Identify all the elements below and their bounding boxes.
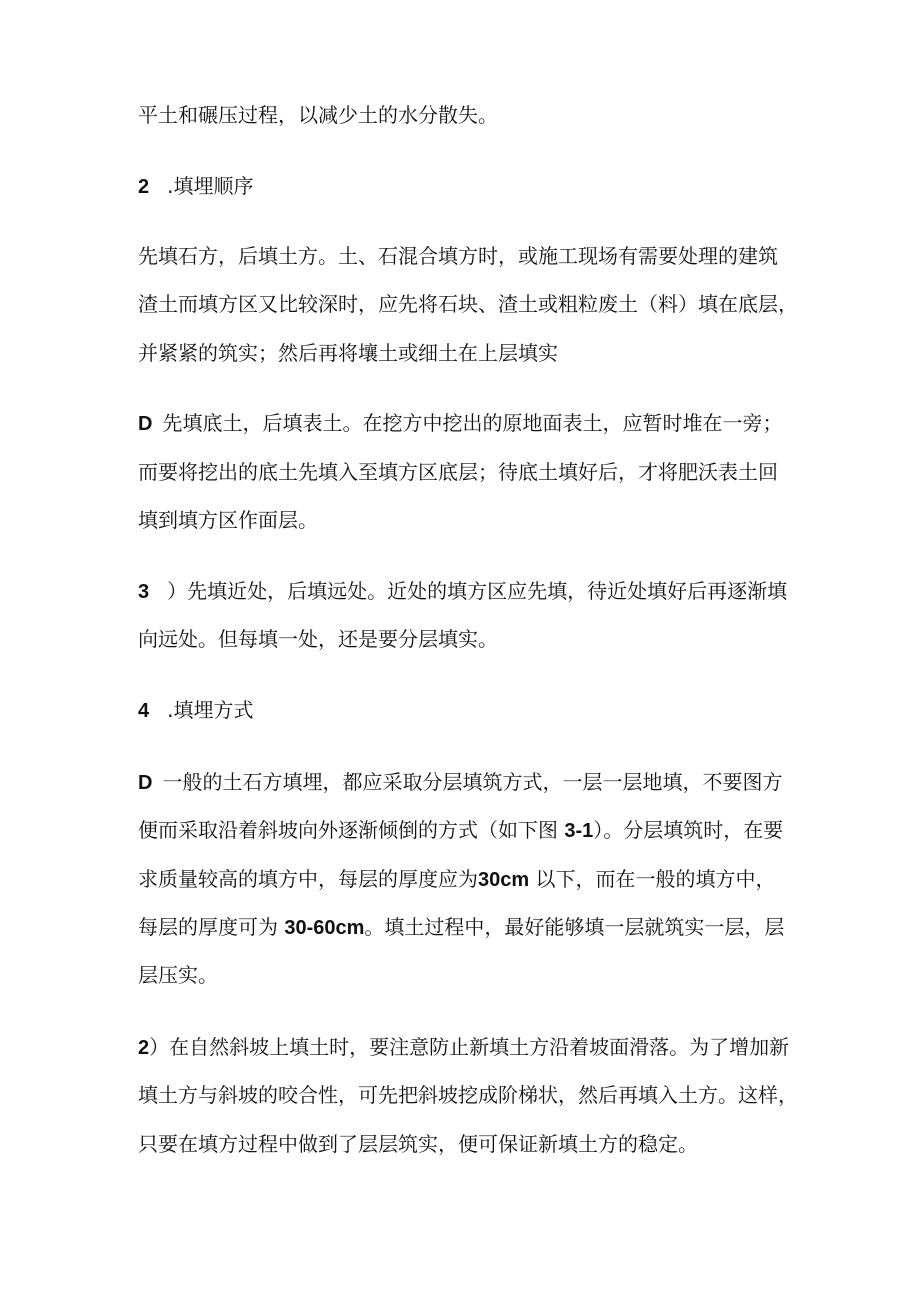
thickness-range: 30-60cm — [284, 917, 365, 939]
paragraph-line: 层压实。 — [138, 963, 218, 987]
heading-number: 2 — [138, 176, 150, 198]
text-run: 。填土过程中，最好能够填一层就筑实一层，层 — [364, 915, 785, 939]
paragraph-line — [138, 865, 798, 894]
list-item-line — [138, 409, 798, 438]
text-run: 便而采取沿着斜坡向外逐渐倾倒的方式（如下图 — [138, 818, 558, 842]
list-item-text: ）先填近处，后填远处。近处的填方区应先填，待近处填好后再逐渐填 — [167, 579, 788, 603]
list-marker: 3 — [138, 581, 150, 603]
list-marker: D — [138, 413, 153, 435]
heading-text: .填埋方式 — [167, 698, 254, 722]
list-marker: D — [138, 772, 153, 794]
paragraph-line: 而要将挖出的底土先填入至填方区底层；待底土填好后，才将肥沃表土回 — [138, 460, 778, 484]
thickness-value: 30cm — [478, 869, 530, 891]
paragraph-line: 只要在填方过程中做到了层层筑实，便可保证新填土方的稳定。 — [138, 1132, 698, 1156]
list-item-text: 先填底土，后填表土。在挖方中挖出的原地面表土，应暂时堆在一旁； — [162, 411, 783, 435]
list-item-line — [138, 768, 798, 797]
paragraph-line: 先填石方，后填土方。土、石混合填方时，或施工现场有需要处理的建筑 — [138, 244, 778, 268]
paragraph-line: 填土方与斜坡的咬合性，可先把斜坡挖成阶梯状，然后再填入土方。这样， — [138, 1083, 798, 1107]
paragraph-line: 向远处。但每填一处，还是要分层填实。 — [138, 627, 498, 651]
list-item-text: 一般的土石方填埋，都应采取分层填筑方式，一层一层地填，不要图方 — [162, 770, 783, 794]
paragraph-line — [138, 913, 798, 942]
paragraph-line — [138, 816, 798, 845]
section-heading-fill-method — [138, 696, 798, 725]
text-run: 每层的厚度可为 — [138, 915, 278, 939]
list-marker: 2 — [138, 1037, 150, 1059]
paragraph-line: 平土和碾压过程，以减少土的水分散失。 — [138, 103, 498, 127]
paragraph-line: 并紧紧的筑实；然后再将壤土或细土在上层填实 — [138, 341, 558, 365]
text-run: 以下，而在一般的填方中， — [535, 867, 776, 891]
heading-text: .填埋顺序 — [167, 174, 254, 198]
list-item-text: ）在自然斜坡上填土时，要注意防止新填土方沿着坡面滑落。为了增加新 — [149, 1035, 790, 1059]
list-item-line — [138, 1033, 798, 1062]
text-run: ）。分层填筑时，在要 — [593, 818, 784, 842]
heading-number: 4 — [138, 700, 150, 722]
paragraph-line: 渣土而填方区又比较深时，应先将石块、渣土或粗粒废土（料）填在底层， — [138, 292, 798, 316]
section-heading-fill-order — [138, 172, 798, 201]
figure-reference: 3-1 — [564, 820, 594, 842]
paragraph-line: 填到填方区作面层。 — [138, 508, 318, 532]
text-run: 求质量较高的填方中，每层的厚度应为 — [138, 867, 478, 891]
list-item-line — [138, 577, 798, 606]
